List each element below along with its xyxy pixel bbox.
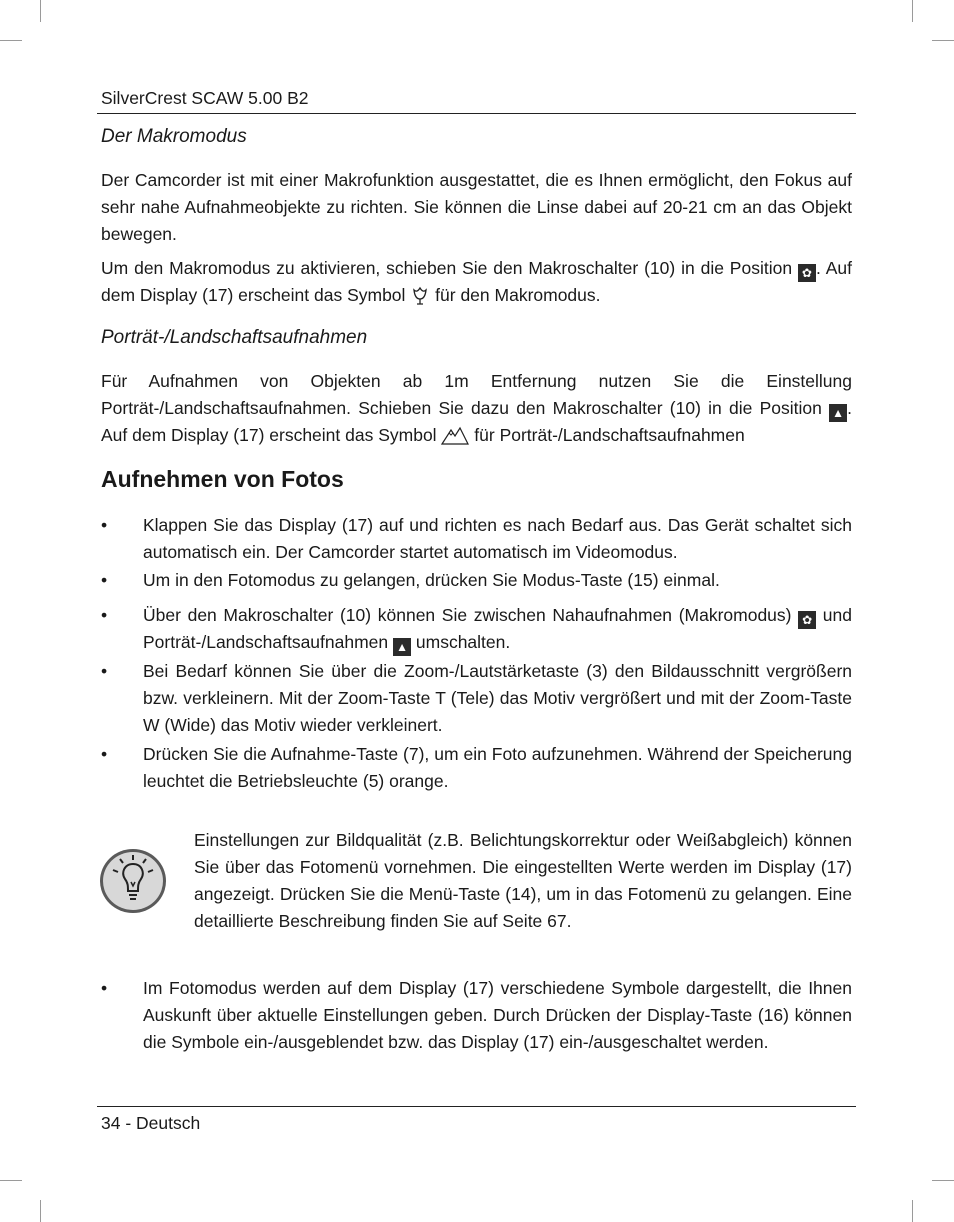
bullet-marker: •	[101, 515, 108, 535]
section-heading-makromodus: Der Makromodus	[101, 126, 247, 147]
list-item-text: Um in den Fotomodus zu gelangen, drücken Sie Modus-Taste (15) einmal.	[143, 570, 720, 590]
section-heading-portrait: Porträt-/Landschaftsaufnahmen	[101, 327, 368, 348]
bullet-marker: •	[101, 570, 108, 590]
crop-mark	[40, 0, 41, 22]
bullet-marker: •	[101, 661, 108, 681]
makro-paragraph-1: Der Camcorder ist mit einer Makrofunktion ausgestattet, die es Ihnen ermöglicht, den Fokus auf sehr nahe Aufnahmeobjekte zu richten. Sie können die Linse dabei auf 20-21 cm an das Objekt bewegen.	[101, 170, 852, 244]
portrait-text: für Porträt-/Landschaftsaufnahmen	[469, 425, 745, 445]
bullet-marker: •	[101, 744, 108, 764]
makro-text: für den Makromodus.	[430, 285, 601, 305]
crop-mark	[40, 1200, 41, 1222]
crop-mark	[912, 1200, 913, 1222]
list-item-text: Klappen Sie das Display (17) auf und richten es nach Bedarf aus. Das Gerät schaltet sich automatisch ein. Der Camcorder startet automatisch im Videomodus.	[143, 515, 852, 562]
section-heading-fotos: Aufnehmen von Fotos	[101, 466, 344, 492]
note-text: Einstellungen zur Bildqualität (z.B. Belichtungskorrektur oder Weißabgleich) können Sie über das Fotomenü vornehmen. Die eingestellten Werte werden im Display (17) angezeigt. Drücken Sie die Menü-Taste (14), um in das Fotomenü zu gelangen. Eine detaillierte Beschreibung finden Sie auf Seite 67.	[194, 830, 852, 931]
crop-mark	[912, 0, 913, 22]
portrait-text: Für Aufnahmen von Objekten ab 1m Entfernung nutzen Sie die Einstellung Porträt-/Landschaftsaufnahmen. Schieben Sie dazu den Makroschalter (10) in die Position	[101, 371, 852, 418]
crop-mark	[932, 40, 954, 41]
tulip-icon	[410, 285, 430, 313]
mountain-icon	[441, 425, 469, 453]
makro-text: . Auf dem Display (17) erscheint das Symbol	[101, 258, 852, 305]
list-item-text	[143, 602, 852, 656]
portrait-switch-icon: ▲	[829, 404, 847, 422]
crop-mark	[932, 1180, 954, 1181]
bullet-marker: •	[101, 605, 108, 625]
list-item-text: Bei Bedarf können Sie über die Zoom-/Lautstärketaste (3) den Bildausschnitt vergrößern bzw. verkleinern. Mit der Zoom-Taste T (Tele) das Motiv vergrößert und mit der Zoom-Taste W (Wide) das Motiv wieder verkleinert.	[143, 661, 852, 735]
crop-mark	[0, 1180, 22, 1181]
portrait-switch-icon: ▲	[393, 638, 411, 656]
header-rule	[97, 113, 856, 114]
list-item-text: Im Fotomodus werden auf dem Display (17) verschiedene Symbole dargestellt, die Ihnen Auskunft über aktuelle Einstellungen geben. Durch Drücken der Display-Taste (16) können die Symbole ein-/ausgeblendet bzw. das Display (17) ein-/ausgeschaltet werden.	[143, 978, 852, 1052]
document-header: SilverCrest SCAW 5.00 B2	[101, 88, 309, 108]
portrait-text: . Auf dem Display (17) erscheint das Symbol	[101, 398, 852, 445]
portrait-paragraph	[101, 368, 852, 453]
page-number: 34 - Deutsch	[101, 1113, 201, 1133]
list-text: Über den Makroschalter (10) können Sie zwischen Nahaufnahmen (Makromodus)	[143, 605, 799, 625]
footer-rule	[97, 1106, 856, 1107]
macro-switch-icon: ✿	[798, 264, 816, 282]
list-item-text: Drücken Sie die Aufnahme-Taste (7), um ein Foto aufzunehmen. Während der Speicherung leuchtet die Betriebsleuchte (5) orange.	[143, 744, 852, 791]
lightbulb-icon	[98, 846, 170, 916]
makro-text: Um den Makromodus zu aktivieren, schieben Sie den Makroschalter (10) in die Position	[101, 258, 798, 278]
crop-mark	[0, 40, 22, 41]
macro-switch-icon: ✿	[798, 611, 816, 629]
makro-paragraph-2	[101, 255, 852, 313]
list-text: umschalten.	[411, 632, 511, 652]
list-text: und Porträt-/Landschaftsaufnahmen	[143, 605, 853, 652]
bullet-marker: •	[101, 978, 108, 998]
